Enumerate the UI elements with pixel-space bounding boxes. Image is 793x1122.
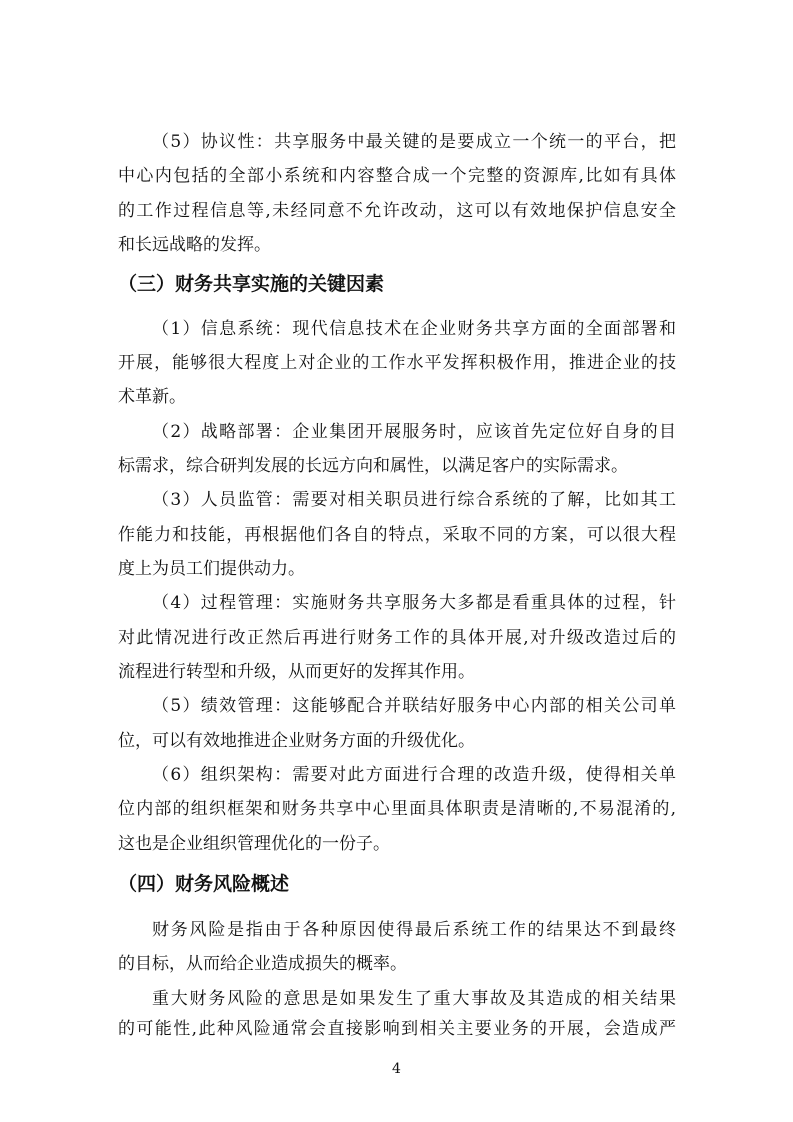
factor-2-line-1: （2）战略部署：企业集团开展服务时，应该首先定位好自身的目 [152, 422, 676, 442]
risk-para-1-line-2: 的目标，从而给企业造成损失的概率。 [118, 954, 407, 974]
para-protocol-line-2: 中心内包括的全部小系统和内容整合成一个完整的资源库,比如有具体 [118, 166, 676, 186]
factor-4-line-2: 对此情况进行改正然后再进行财务工作的具体开展,对升级改造过后的 [118, 628, 676, 648]
factor-3-line-1: （3）人员监管：需要对相关职员进行综合系统的了解，比如其工 [152, 490, 676, 510]
factor-2-line-2: 标需求，综合研判发展的长远方向和属性，以满足客户的实际需求。 [118, 456, 628, 476]
factor-3-line-2: 作能力和技能，再根据他们各自的特点，采取不同的方案，可以很大程 [118, 525, 676, 545]
factor-6-line-3: 这也是企业组织管理优化的一份子。 [118, 834, 390, 854]
factor-6-line-1: （6）组织架构：需要对此方面进行合理的改造升级，使得相关单 [152, 765, 676, 785]
risk-para-1-line-1: 财务风险是指由于各种原因使得最后系统工作的结果达不到最终 [152, 920, 676, 940]
risk-para-2-line-1: 重大财务风险的意思是如果发生了重大事故及其造成的相关结果 [152, 989, 676, 1009]
para-protocol-line-1: （5）协议性：共享服务中最关键的是要成立一个统一的平台，把 [152, 132, 676, 152]
factor-4-line-3: 流程进行转型和升级，从而更好的发挥其作用。 [118, 662, 475, 682]
factor-5-line-2: 位，可以有效地推进企业财务方面的升级优化。 [118, 731, 475, 751]
factor-1-line-1: （1）信息系统：现代信息技术在企业财务共享方面的全面部署和 [152, 319, 676, 339]
para-protocol-line-4: 和长远战略的发挥。 [118, 235, 271, 255]
para-protocol-line-3: 的工作过程信息等,未经同意不允许改动，这可以有效地保护信息安全 [118, 201, 676, 221]
factor-5-line-1: （5）绩效管理：这能够配合并联结好服务中心内部的相关公司单 [152, 696, 676, 716]
section-heading-3: （三）财务共享实施的关键因素 [118, 273, 385, 295]
risk-para-2-line-2: 的可能性,此种风险通常会直接影响到相关主要业务的开展，会造成严 [118, 1019, 676, 1039]
factor-1-line-3: 术革新。 [118, 387, 186, 407]
factor-1-line-2: 开展，能够很大程度上对企业的工作水平发挥积极作用，推进企业的技 [118, 353, 676, 373]
factor-4-line-1: （4）过程管理：实施财务共享服务大多都是看重具体的过程，针 [152, 593, 676, 613]
factor-6-line-2: 位内部的组织框架和财务共享中心里面具体职责是清晰的,不易混淆的, [118, 799, 676, 819]
section-heading-4: （四）财务风险概述 [118, 873, 290, 895]
page-number: 4 [392, 1061, 401, 1077]
factor-3-line-3: 度上为员工们提供动力。 [118, 559, 305, 579]
